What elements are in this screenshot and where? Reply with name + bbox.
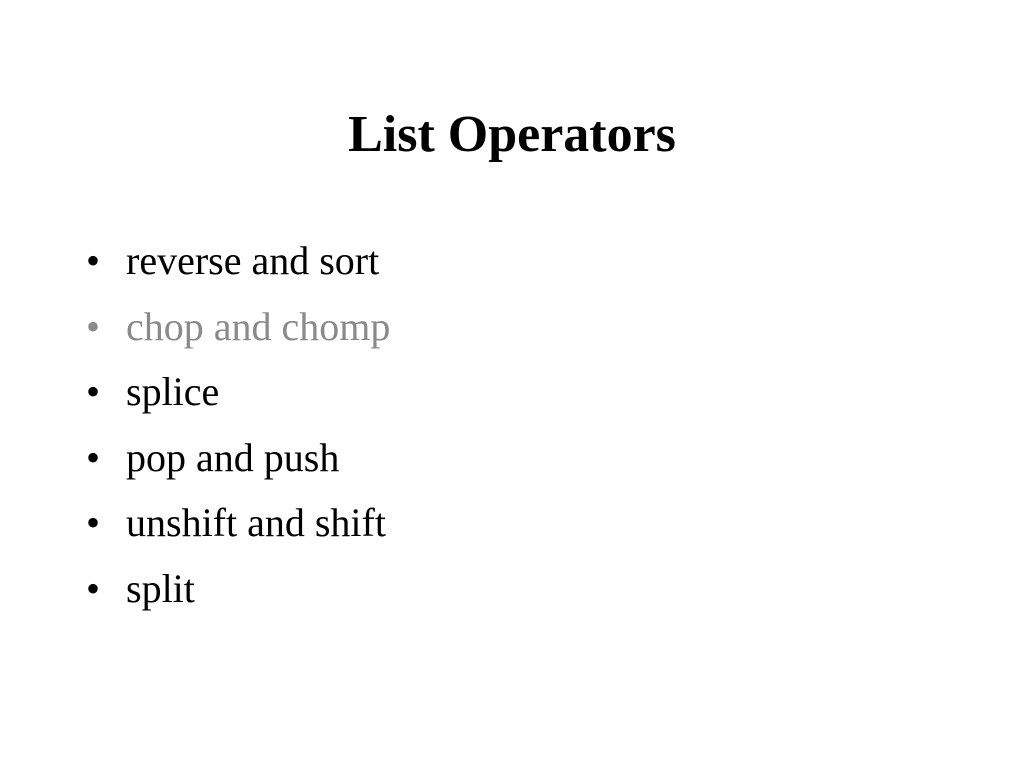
list-item-label: pop and push (126, 434, 340, 480)
bullet-icon: • (86, 303, 101, 349)
list-item-label: unshift and shift (126, 500, 386, 545)
list-item-reverse-and-sort (86, 228, 390, 294)
bullet-list (86, 228, 390, 621)
bullet-icon: • (86, 434, 101, 480)
bullet-icon: • (86, 369, 101, 414)
list-item-pop-and-push (86, 425, 390, 491)
slide-title: List Operators (348, 106, 676, 163)
list-item-label: split (126, 565, 195, 611)
bullet-icon: • (86, 238, 101, 283)
bullet-icon: • (86, 500, 101, 545)
list-item-split (86, 556, 390, 622)
list-item-label: splice (126, 369, 220, 414)
list-item-label: chop and chomp (126, 303, 391, 349)
list-item-chop-and-chomp (86, 294, 390, 360)
bullet-icon: • (86, 565, 101, 611)
list-item-label: reverse and sort (126, 238, 380, 283)
list-item-splice (86, 359, 390, 425)
list-item-unshift-and-shift (86, 490, 390, 556)
